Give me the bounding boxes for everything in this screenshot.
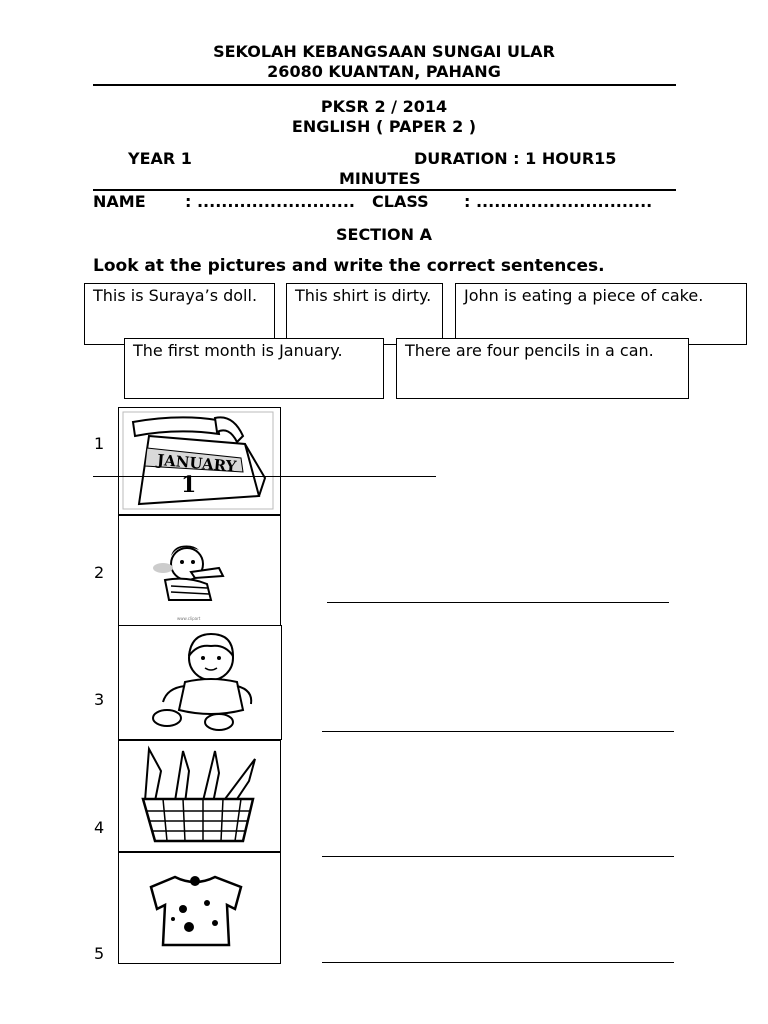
header-divider bbox=[93, 84, 676, 86]
school-address: 26080 KUANTAN, PAHANG bbox=[267, 62, 501, 81]
question-number: 3 bbox=[94, 690, 105, 709]
section-title: SECTION A bbox=[335, 225, 432, 244]
calendar-month-text: JANUARY bbox=[156, 450, 238, 476]
answer-line[interactable] bbox=[322, 856, 674, 857]
svg-text:www.clipart: www.clipart bbox=[177, 616, 201, 621]
duration-label: DURATION : 1 HOUR15 bbox=[414, 149, 617, 168]
sentence-box: The first month is January. bbox=[124, 338, 384, 399]
question-number: 2 bbox=[94, 563, 105, 582]
sentence-box: This shirt is dirty. bbox=[286, 283, 443, 345]
class-field: : ............................. bbox=[464, 192, 653, 211]
answer-line[interactable] bbox=[327, 602, 669, 603]
question-number: 1 bbox=[94, 434, 105, 453]
answer-line[interactable] bbox=[322, 962, 674, 963]
answer-line[interactable] bbox=[322, 731, 674, 732]
info-divider bbox=[93, 189, 676, 191]
school-name: SEKOLAH KEBANGSAAN SUNGAI ULAR bbox=[213, 42, 555, 61]
question-number: 4 bbox=[94, 818, 105, 837]
calendar-january-icon bbox=[118, 407, 281, 515]
sentence-box: This is Suraya’s doll. bbox=[84, 283, 275, 345]
sentence-box: John is eating a piece of cake. bbox=[455, 283, 747, 345]
sentence-box: There are four pencils in a can. bbox=[396, 338, 689, 399]
name-label: NAME bbox=[93, 192, 146, 211]
subject-title: ENGLISH ( PAPER 2 ) bbox=[291, 117, 477, 136]
calendar-day-text: 1 bbox=[181, 472, 197, 498]
exam-title: PKSR 2 / 2014 bbox=[320, 97, 448, 116]
class-label: CLASS bbox=[372, 192, 429, 211]
boy-eating-icon bbox=[118, 515, 281, 626]
duration-continued: MINUTES bbox=[339, 169, 421, 188]
answer-line[interactable] bbox=[93, 476, 436, 477]
instruction-text: Look at the pictures and write the correct sentences. bbox=[93, 256, 605, 276]
dirty-shirt-icon bbox=[118, 852, 281, 964]
name-field: : .......................... bbox=[185, 192, 355, 211]
year-label: YEAR 1 bbox=[128, 149, 192, 168]
doll-icon bbox=[118, 625, 282, 740]
pencils-in-basket-icon bbox=[118, 740, 281, 852]
question-number: 5 bbox=[94, 944, 105, 963]
